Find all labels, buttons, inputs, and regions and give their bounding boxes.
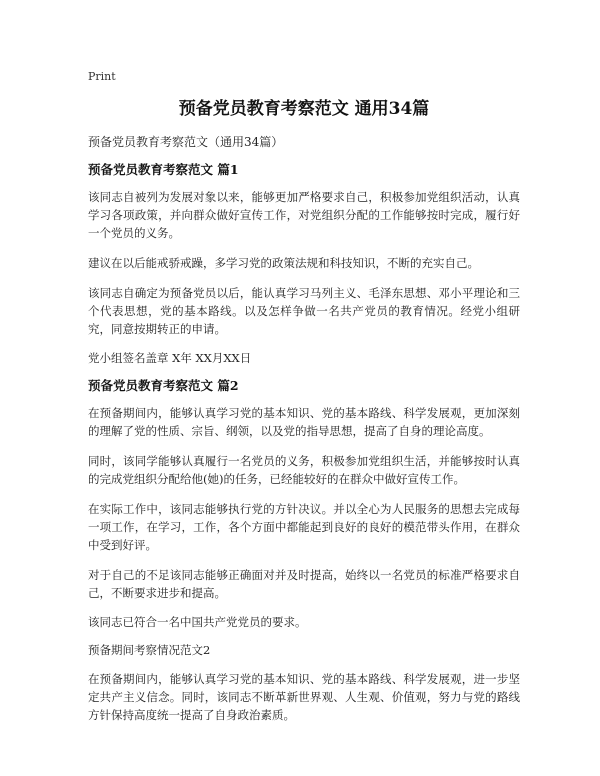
paragraph: 同时，该同学能够认真履行一名党员的义务，积极参加党组织生活，并能够按时认真的完成党组织分配给他(她)的任务，已经能较好的在群众中做好宣传工作。 bbox=[88, 454, 520, 486]
print-label[interactable]: Print bbox=[88, 70, 116, 83]
paragraph: 对于自己的不足该同志能够正确面对并及时提高，始终以一名党员的标准严格要求自己，不断要求进步和提高。 bbox=[88, 568, 520, 600]
paragraph: 在实际工作中，该同志能够执行党的方针决议。并以全心为人民服务的思想去完成每一项工作，在学习，工作，各个方面中都能起到良好的良好的模范带头作用，在群众中受到好评。 bbox=[88, 502, 520, 552]
section-heading-1: 预备党员教育考察范文 篇1 bbox=[88, 162, 239, 177]
paragraph: 该同志自被列为发展对象以来，能够更加严格要求自己，积极参加党组织活动，认真学习各项政策，并向群众做好宣传工作，对党组织分配的工作能够按时完成，履行好一个党员的义务。 bbox=[88, 190, 520, 240]
paragraph: 在预备期间内，能够认真学习党的基本知识、党的基本路线、科学发展观，更加深刻的理解了党的性质、宗旨、纲领，以及党的指导思想，提高了自身的理论高度。 bbox=[88, 406, 520, 438]
document-subtitle: 预备党员教育考察范文（通用34篇） bbox=[88, 135, 284, 149]
paragraph: 建议在以后能戒骄戒躁，多学习党的政策法规和科技知识，不断的充实自己。 bbox=[88, 256, 479, 270]
section-heading-2: 预备党员教育考察范文 篇2 bbox=[88, 378, 239, 393]
paragraph: 该同志已符合一名中国共产党党员的要求。 bbox=[88, 615, 307, 629]
paragraph: 在预备期间内，能够认真学习党的基本知识、党的基本路线、科学发展观，进一步坚定共产主义信念。同时，该同志不断革新世界观、人生观、价值观，努力与党的路线方针保持高度统一提高了自身政治素质。 bbox=[88, 672, 520, 722]
subsection-label: 预备期间考察情况范文2 bbox=[88, 643, 211, 657]
paragraph: 该同志自确定为预备党员以后，能认真学习马列主义、毛泽东思想、邓小平理论和三个代表思想，党的基本路线。以及怎样争做一名共产党员的教育情况。经党小组研究，同意按期转正的申请。 bbox=[88, 286, 520, 336]
document-page bbox=[88, 70, 520, 736]
signature-line: 党小组签名盖章 X年 XX月XX日 bbox=[88, 351, 252, 365]
page-title: 预备党员教育考察范文 通用34篇 bbox=[178, 99, 430, 119]
